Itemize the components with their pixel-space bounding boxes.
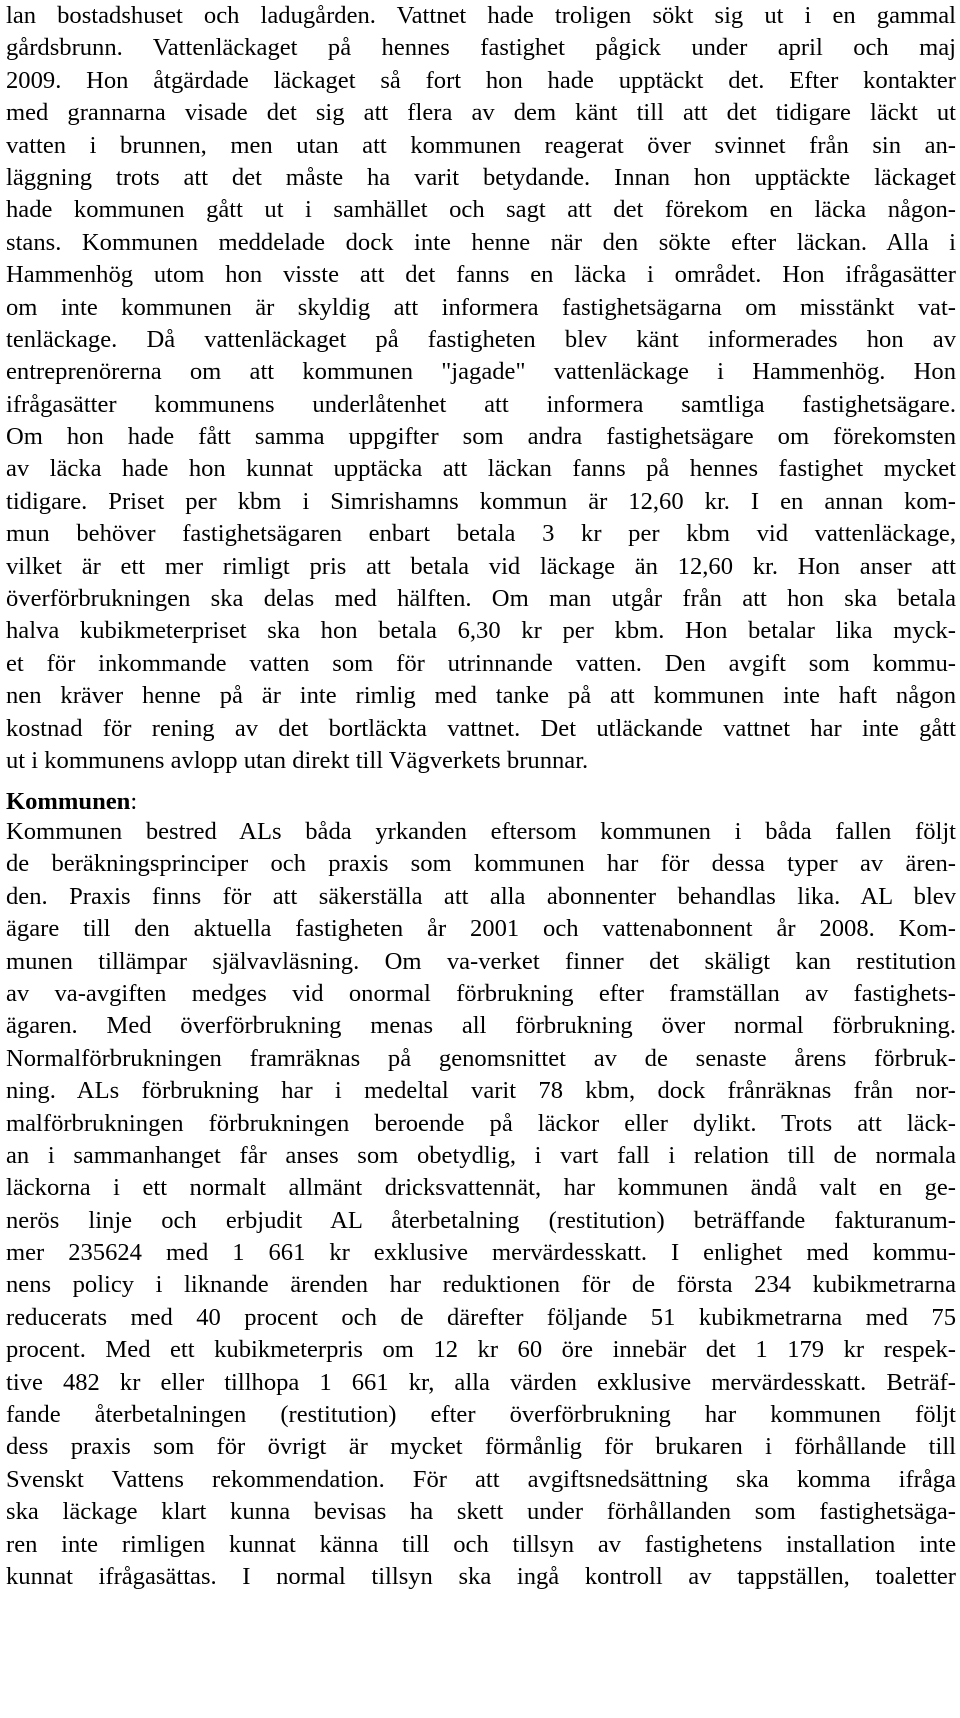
section-heading-kommunen: [6, 786, 137, 818]
text-line: nen kräver henne på är inte rimlig med tanke på att kommunen inte haft någon: [6, 682, 956, 710]
text-line: reducerats med 40 procent och de därefter följande 51 kubikmetrarna med 75: [6, 1303, 956, 1331]
text-line: tenläckage. Då vattenläckaget på fastigheten blev känt informerades hon av: [6, 325, 956, 353]
text-line: dess praxis som för övrigt är mycket förmånlig för brukaren i förhållande till: [6, 1433, 956, 1461]
text-line: de beräkningsprinciper och praxis som kommunen har för dessa typer av ären-: [6, 850, 956, 878]
text-line: ning. ALs förbrukning har i medeltal varit 78 kbm, dock frånräknas från nor-: [6, 1077, 956, 1105]
text-line: vilket är ett mer rimligt pris att betala vid läckage än 12,60 kr. Hon anser att: [6, 552, 956, 580]
text-line: an i sammanhanget får anses som obetydlig, i vart fall i relation till de normala: [6, 1141, 956, 1169]
text-line: av va-avgiften medges vid onormal förbrukning efter framställan av fastighets-: [6, 979, 956, 1007]
text-line: fande återbetalningen (restitution) efter överförbrukning har kommunen följt: [6, 1401, 956, 1429]
text-line: ägaren. Med överförbrukning menas all förbrukning över normal förbrukning.: [6, 1012, 956, 1040]
text-line: munen tillämpar självavläsning. Om va-verket finner det skäligt kan restitution: [6, 947, 956, 975]
text-line: läckorna i ett normalt allmänt dricksvattennät, har kommunen ändå valt en ge-: [6, 1174, 956, 1202]
text-line: den. Praxis finns för att säkerställa att alla abonnenter behandlas lika. AL blev: [6, 882, 956, 910]
text-line: kunnat ifrågasättas. I normal tillsyn ska ingå kontroll av tappställen, toaletter: [6, 1562, 956, 1590]
text-line: mun behöver fastighetsägaren enbart betala 3 kr per kbm vid vattenläckage,: [6, 520, 956, 548]
text-line: Kommunen bestred ALs båda yrkanden eftersom kommunen i båda fallen följt: [6, 818, 956, 845]
text-line: tidigare. Priset per kbm i Simrishamns kommun är 12,60 kr. I en annan kom-: [6, 487, 956, 515]
body-paragraph-1: [6, 0, 956, 777]
text-line: läggning trots att det måste ha varit betydande. Innan hon upptäckte läckaget: [6, 163, 956, 191]
text-line: med grannarna visade det sig att flera av dem känt till att det tidigare läckt ut: [6, 99, 956, 127]
text-line: överförbrukningen ska delas med hälften. Om man utgår från att hon ska betala: [6, 585, 956, 613]
body-paragraph-2: [6, 816, 956, 1593]
text-line: hade kommunen gått ut i samhället och sagt att det förekom en läcka någon-: [6, 196, 956, 224]
text-line: tive 482 kr eller tillhopa 1 661 kr, alla värden exklusive mervärdesskatt. Beträf-: [6, 1368, 956, 1396]
text-line: ägare till den aktuella fastigheten år 2001 och vattenabonnent år 2008. Kom-: [6, 915, 956, 943]
text-line: ska läckage klart kunna bevisas ha skett under förhållanden som fastighetsäga-: [6, 1498, 956, 1526]
text-line: ifrågasätter kommunens underlåtenhet att informera samtliga fastighetsägare.: [6, 390, 956, 418]
text-line: procent. Med ett kubikmeterpris om 12 kr 60 öre innebär det 1 179 kr respek-: [6, 1336, 956, 1364]
text-line: entreprenörerna om att kommunen "jagade" vattenläckage i Hammenhög. Hon: [6, 358, 956, 386]
text-line: kostnad för rening av det bortläckta vattnet. Det utläckande vattnet har inte gått: [6, 714, 956, 742]
text-line: Om hon hade fått samma uppgifter som andra fastighetsägare om förekomsten: [6, 423, 956, 451]
text-line: 2009. Hon åtgärdade läckaget så fort hon hade upptäckt det. Efter kontakter: [6, 66, 956, 94]
text-line: ren inte rimligen kunnat känna till och tillsyn av fastighetens installation inte: [6, 1530, 956, 1558]
text-line: lan bostadshuset och ladugården. Vattnet hade troligen sökt sig ut i en gammal: [6, 2, 956, 29]
text-line: om inte kommunen är skyldig att informera fastighetsägarna om misstänkt vat-: [6, 293, 956, 321]
text-line: gårdsbrunn. Vattenläckaget på hennes fastighet pågick under april och maj: [6, 34, 956, 62]
text-line: vatten i brunnen, men utan att kommunen reagerat över svinnet från sin an-: [6, 131, 956, 159]
text-line: halva kubikmeterpriset ska hon betala 6,30 kr per kbm. Hon betalar lika myck-: [6, 617, 956, 645]
text-line: nerös linje och erbjudit AL återbetalning (restitution) beträffande fakturanum-: [6, 1206, 956, 1234]
text-line: nens policy i liknande ärenden har reduktionen för de första 234 kubikmetrarna: [6, 1271, 956, 1299]
text-line: malförbrukningen förbrukningen beroende på läckor eller dylikt. Trots att läck-: [6, 1109, 956, 1137]
text-line: ut i kommunens avlopp utan direkt till Vägverkets brunnar.: [6, 746, 589, 774]
heading-word: Kommunen: [6, 788, 131, 815]
text-line: stans. Kommunen meddelade dock inte henne när den sökte efter läckan. Alla i: [6, 228, 956, 256]
text-line: av läcka hade hon kunnat upptäcka att läckan fanns på hennes fastighet mycket: [6, 455, 956, 483]
text-line: mer 235624 med 1 661 kr exklusive mervärdesskatt. I enlighet med kommu-: [6, 1239, 956, 1267]
heading-colon: :: [130, 788, 138, 815]
text-line: Normalförbrukningen framräknas på genomsnittet av de senaste årens förbruk-: [6, 1044, 956, 1072]
text-line: et för inkommande vatten som för utrinnande vatten. Den avgift som kommu-: [6, 649, 956, 677]
text-line: Hammenhög utom hon visste att det fanns en läcka i området. Hon ifrågasätter: [6, 261, 956, 289]
text-line: Svenskt Vattens rekommendation. För att avgiftsnedsättning ska komma ifråga: [6, 1465, 956, 1493]
